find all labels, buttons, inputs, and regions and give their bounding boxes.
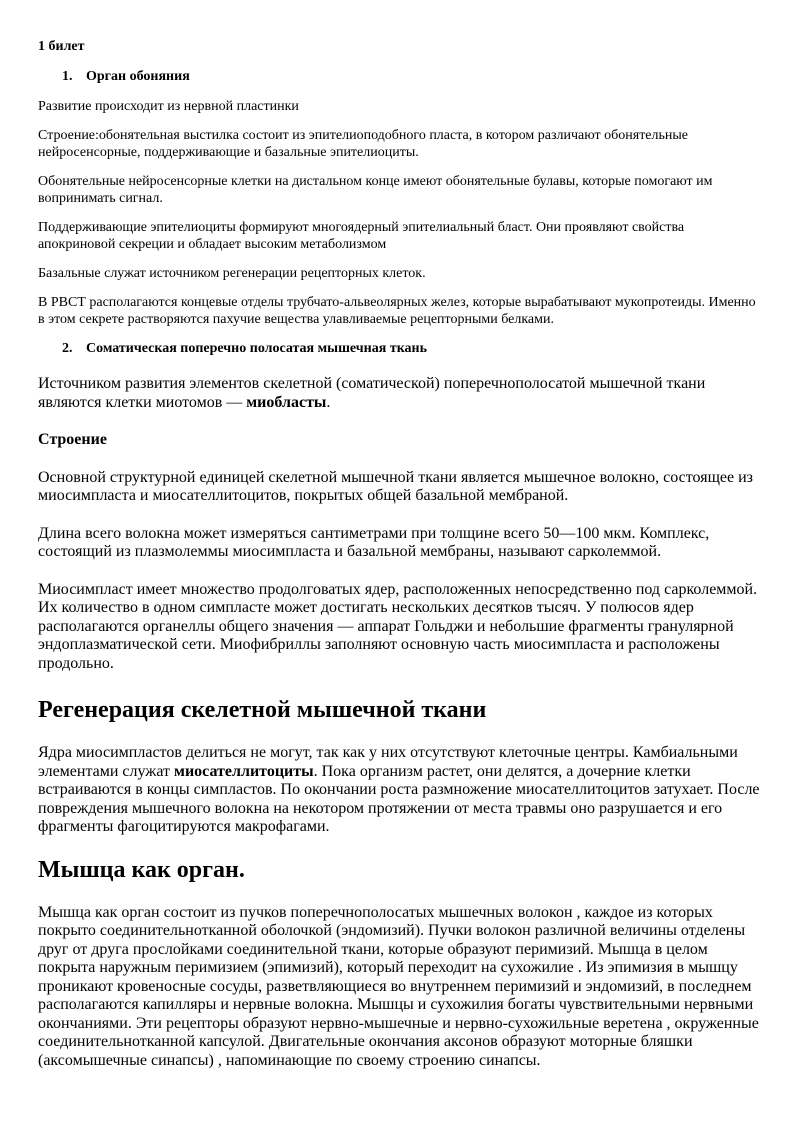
regeneration-paragraph xyxy=(38,744,762,837)
myosymplast-paragraph: Миосимпласт имеет множество продолговатых ядер, расположенных непосредственно под сарколеммой. Их количество в одном симпласте может достигать нескольких десятков тысяч. У полюсов ядер располагаются органеллы общего значения — аппарат Гольджи и небольшие фрагменты гранулярной эндоплазматической сети. Миофибриллы заполняют основную часть миосимпласта и расположены продольно. xyxy=(38,580,758,672)
myoblasts-term: миобласты xyxy=(246,393,327,411)
basal-cells-paragraph: Базальные служат источником регенерации рецепторных клеток. xyxy=(38,266,426,281)
regeneration-text-before: Ядра миосимпластов делиться не могут, так как у них отсутствуют клеточные центры. Камбиальными элементами служат xyxy=(38,744,738,780)
muscle-organ-paragraph: Мышца как орган состоит из пучков поперечнополосатых мышечных волокон , каждое из которых покрыто соединительнотканной оболочкой (эндомизий). Пучки волокон различной величины отделены друг от друга прослойками соединительной ткани, которые образуют перимизий. Мышца в целом покрыта наружным перимизием (эпимизий), который переходит на сухожилие . Из эпимизия в мышцу проникают кровеносные сосуды, разветвляющиеся во внутреннем перимизий и эндомизий, в последнем располагаются капилляры и нервные волокна. Мышцы и сухожилия богаты чувствительными нервными окончаниями. Эти рецепторы образуют нервно-мышечные и нервно-сухожильные веретена , окруженные соединительнотканной капсулой. Двигательные окончания аксонов образуют моторные бляшки (аксомышечные синапсы) , напоминающие по своему строению синапсы. xyxy=(38,903,759,1069)
smell-development-paragraph: Развитие происходит из нервной пластинки xyxy=(38,99,299,114)
regeneration-heading: Регенерация скелетной мышечной ткани xyxy=(38,697,487,723)
section-1-heading xyxy=(38,68,762,85)
section-1-number: 1. xyxy=(62,69,73,84)
muscle-organ-heading: Мышца как орган. xyxy=(38,856,245,883)
muscle-origin-paragraph xyxy=(38,375,762,412)
section-2-title: Соматическая поперечно полосатая мышечная ткань xyxy=(86,341,428,356)
glands-paragraph: В РВСТ располагаются концевые отделы трубчато-альвеолярных желез, которые вырабатывают мукопротеиды. Именно в этом секрете растворяются пахучие вещества улавливаемые рецепторными белками. xyxy=(38,295,756,327)
myosatellitocytes-term: миосателлитоциты xyxy=(174,762,314,780)
muscle-origin-text: Источником развития элементов скелетной (соматической) поперечнополосатой мышечной ткани являются клетки миотомов — xyxy=(38,375,706,411)
neurosensory-cells-paragraph: Обонятельные нейросенсорные клетки на дистальном конце имеют обонятельные булавы, которые помогают им вопринимать сигнал. xyxy=(38,174,713,206)
section-2-heading xyxy=(38,340,762,357)
fiber-length-paragraph: Длина всего волокна может измеряться сантиметрами при толщине всего 50—100 мкм. Комплекс, состоящий из плазмолеммы миосимпласта и базальной мембраны, называют сарколеммой. xyxy=(38,524,710,560)
regeneration-text-after: . Пока организм растет, они делятся, а дочерние клетки встраиваются в концы симпластов. По окончании роста размножение миосателлитоцитов затухает. После повреждения мышечного волокна на некотором протяжении от места травмы оно разрушается и его фрагменты фагоцитируются макрофагами. xyxy=(38,762,760,835)
supporting-cells-paragraph: Поддерживающие эпителиоциты формируют многоядерный эпителиальный бласт. Они проявляют свойства апокриновой секреции и обладает высоким метаболизмом xyxy=(38,220,685,252)
structure-heading: Строение xyxy=(38,431,107,448)
muscle-origin-end: . xyxy=(326,393,331,411)
muscle-fiber-paragraph: Основной структурной единицей скелетной мышечной ткани является мышечное волокно, состоящее из миосимпласта и миосателлитоцитов, покрытых общей базальной мембраной. xyxy=(38,468,753,504)
ticket-label: 1 билет xyxy=(38,39,85,54)
section-2-number: 2. xyxy=(62,341,73,356)
section-1-title: Орган обоняния xyxy=(86,69,190,84)
smell-structure-paragraph: Строение:обонятельная выстилка состоит из эпителиоподобного пласта, в котором различают обонятельные нейросенсорные, поддерживающие и базальные эпителиоциты. xyxy=(38,128,689,160)
